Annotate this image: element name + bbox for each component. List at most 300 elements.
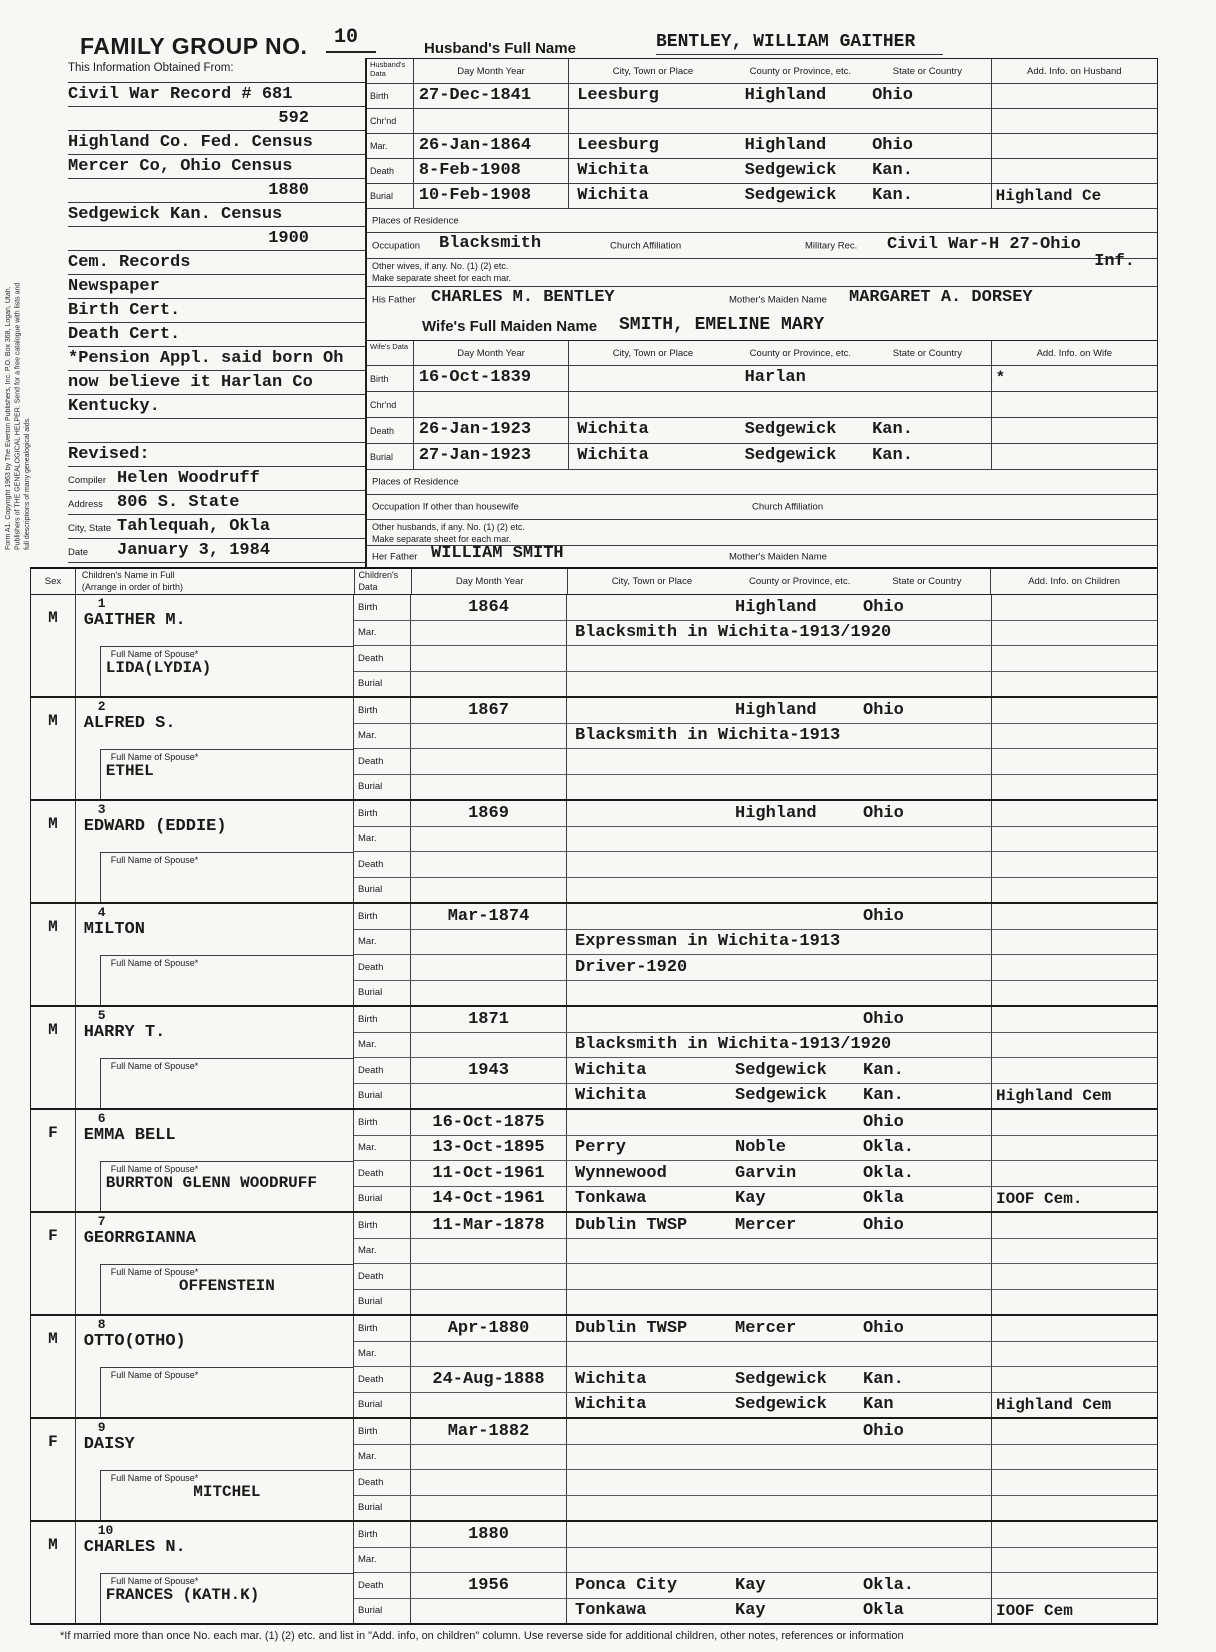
places-of-residence-label: Places of Residence [372,476,459,488]
cell-county: Garvin [735,1163,797,1183]
cell-add-info [991,878,1157,903]
row-label: Birth [354,904,411,929]
cell-add-info [991,1522,1157,1547]
child-marriage-row [354,1033,1157,1059]
cell-state: Ohio [863,597,904,617]
cell-date: Apr-1880 [411,1316,567,1341]
cell-add-info [992,444,1157,469]
cell-add-info [991,955,1157,980]
cell-county: Highland [735,597,817,617]
cell-city: Wichita [575,1369,647,1389]
column-add-info-wife: Add. Info. on Wife [1036,347,1113,359]
cell-add-info [991,775,1157,800]
row-label: Death [354,1161,411,1186]
cell-city: Leesburg [577,136,659,155]
mother-maiden-name-label: Mother's Maiden Name [729,551,827,563]
compiler-label: Compiler [68,475,107,486]
cell-city: Wichita [575,1086,647,1106]
child-sex: M [31,904,76,1005]
cell-date [411,1084,567,1109]
cell-date: 13-Oct-1895 [411,1136,567,1161]
row-label: Burial [354,878,411,903]
source-item: 1880 [68,179,365,203]
cell-county [735,878,863,903]
cell-date: 8-Feb-1908 [414,159,569,183]
cell-date: 11-Oct-1961 [411,1161,567,1186]
child-spouse-box [100,749,353,799]
wife-father-row [367,546,1157,568]
child-sex: M [31,1007,76,1108]
child-birth-row [354,595,1157,621]
child-marriage-row [354,1136,1157,1162]
cell-state [864,392,992,417]
child-record [31,1316,1157,1419]
row-label: Birth [354,1007,411,1032]
cell-add-info [991,981,1157,1006]
cell-state: Kan. [863,1060,904,1080]
cell-county: Sedgewick [735,1086,827,1106]
child-record [31,698,1157,801]
row-label: Burial [367,444,414,469]
cell-state: Kan. [864,418,992,443]
cell-city: Blacksmith in Wichita-1913 [575,726,841,746]
husband-name-label: Husband's Full Name [424,40,576,57]
cell-city [567,981,735,1006]
wife-death-row [367,418,1157,444]
other-husbands-label [372,522,525,545]
child-data-rows [354,1522,1157,1623]
cell-add-info [991,1573,1157,1598]
cell-date [411,672,567,697]
cell-date [411,1290,567,1315]
cell-date: 1943 [411,1058,567,1083]
child-marriage-row [354,1548,1157,1574]
date-label: Date [68,547,89,558]
cell-city [567,1445,735,1470]
child-burial-row [354,1290,1157,1315]
footnote: *If married more than once No. each mar. (1) (2) etc. and list in "Add. info, on children" column. Use reverse side for additional children, other notes, references or information [60,1630,904,1642]
source-item: Highland Co. Fed. Census [68,131,365,155]
child-data-rows [354,904,1157,1005]
child-name-cell [76,1110,354,1211]
cell-date [411,852,567,877]
child-name-cell [76,1316,354,1417]
row-label: Mar. [354,1445,411,1470]
child-name-cell [76,698,354,799]
child-name: GAITHER M. [83,611,186,630]
cell-date [411,1393,567,1418]
date-value: January 3, 1984 [117,541,271,560]
child-name-cell [76,904,354,1005]
row-label: Mar. [354,1548,411,1573]
cell-state [864,366,992,391]
child-record [31,1007,1157,1110]
source-item: now believe it Harlan Co [68,371,365,395]
cell-state: Kan. [864,184,992,208]
cell-add-info [991,646,1157,671]
cell-add-info [992,84,1157,108]
cell-county: Kay [735,1575,766,1595]
cell-county: Kay [735,1189,766,1209]
cell-county [735,1419,863,1444]
child-number: 5 [97,1008,106,1023]
husband-birth-row [367,84,1157,109]
his-father-value: CHARLES M. BENTLEY [431,288,615,307]
child-name-cell [76,595,354,696]
child-birth-row [354,1110,1157,1136]
source-item: Cem. Records [68,251,365,275]
row-label: Mar. [354,621,411,646]
spouse-label: Full Name of Spouse* [110,1267,199,1277]
source-item: *Pension Appl. said born Oh [68,347,365,371]
cell-county: Mercer [735,1215,797,1235]
child-data-rows [354,1007,1157,1108]
mother-maiden-name-label: Mother's Maiden Name [729,294,827,306]
cell-city [567,1470,735,1495]
wife-birth-row [367,366,1157,392]
cell-add-info: * [995,369,1006,387]
cell-county: Highland [735,803,817,823]
column-city: City, Town or Place [611,576,693,587]
child-data-rows [354,1419,1157,1520]
cell-add-info [991,904,1157,929]
source-item: 1900 [68,227,365,251]
cell-county: Sedgewick [744,186,837,205]
child-number: 2 [97,699,106,714]
row-label: Birth [354,595,411,620]
cell-county [735,930,863,955]
cell-add-info [991,1419,1157,1444]
cell-add-info [991,724,1157,749]
cell-date [411,621,567,646]
child-marriage-row [354,621,1157,647]
row-label: Birth [367,366,414,391]
cell-date [411,1033,567,1058]
row-label: Mar. [367,134,414,158]
row-label: Death [354,1367,411,1392]
cell-city: Wichita [577,186,649,205]
cell-date [411,1548,567,1573]
child-sex: M [31,698,76,799]
cell-city [567,1110,735,1135]
child-sex: M [31,595,76,696]
column-county: County or Province, etc. [749,65,852,77]
row-label: Death [354,955,411,980]
child-number: 1 [97,596,106,611]
column-day-month-year: Day Month Year [412,569,568,594]
cell-county: Highland [735,700,817,720]
row-label: Mar. [354,827,411,852]
compiler-value: Helen Woodruff [117,469,260,488]
cell-county [735,1239,863,1264]
cell-state: Kan. [864,444,992,469]
child-spouse-box [100,1367,353,1417]
cell-state [863,1239,991,1264]
row-label: Burial [367,184,414,208]
cell-city: Wichita [577,161,649,180]
address-value: 806 S. State [117,493,240,512]
children-name-line-2: (Arrange in order of birth) [81,581,183,592]
husband-name-value: BENTLEY, WILLIAM GAITHER [656,32,943,55]
cell-add-info [991,1470,1157,1495]
cell-city [569,109,736,133]
child-death-row [354,955,1157,981]
row-label: Death [354,1058,411,1083]
source-item: Sedgewick Kan. Census [68,203,365,227]
cell-add-info: IOOF Cem. [991,1187,1157,1212]
husband-data-table [365,58,1158,312]
cell-county: Noble [735,1138,787,1158]
cell-add-info [991,1290,1157,1315]
spouse-name: BURRTON GLENN WOODRUFF [105,1174,317,1192]
cell-city [567,1264,735,1289]
child-burial-row [354,1187,1157,1212]
cell-add-info: Highland Cem [991,1084,1157,1109]
cell-county [735,672,863,697]
cell-add-info [992,392,1157,417]
cell-county: Mercer [735,1318,797,1338]
child-record [31,1213,1157,1316]
cell-date: 16-Oct-1875 [411,1110,567,1135]
cell-add-info [991,1496,1157,1521]
row-label: Burial [354,1599,411,1624]
row-label: Mar. [354,1033,411,1058]
cell-city [567,595,735,620]
wife-places-row [367,470,1157,495]
column-add-info-children: Add. Info. on Children [1028,576,1121,587]
cell-county [735,1470,863,1495]
cell-add-info [991,1136,1157,1161]
child-record [31,1419,1157,1522]
cell-county [735,775,863,800]
cell-city [567,801,735,826]
cell-county: Harlan [744,368,806,387]
sources-heading: This Information Obtained From: [68,62,365,83]
children-table [30,567,1158,1625]
child-birth-row [354,1007,1157,1033]
child-record [31,1522,1157,1625]
cell-date: Mar-1882 [411,1419,567,1444]
cell-add-info [992,134,1157,158]
cell-state: Ohio [863,1009,904,1029]
cell-city: Wichita [575,1060,647,1080]
cell-city [567,672,735,697]
row-label: Death [354,1264,411,1289]
cell-add-info [991,1264,1157,1289]
cell-state: Ohio [864,134,992,158]
other-wives-label [372,261,511,284]
source-item: Civil War Record # 681 [68,83,365,107]
cell-county [735,827,863,852]
child-burial-row [354,1599,1157,1624]
child-death-row [354,646,1157,672]
child-name-cell [76,1522,354,1623]
cell-city [567,904,735,929]
cell-county [735,1110,863,1135]
cell-city [567,1007,735,1032]
child-marriage-row [354,1445,1157,1471]
row-label: Birth [354,1419,411,1444]
children-rows [31,595,1157,1625]
child-name-cell [76,1213,354,1314]
child-sex: F [31,1110,76,1211]
child-data-rows [354,698,1157,799]
cell-state [863,955,991,980]
column-city: City, Town or Place [612,65,694,77]
cell-date [414,392,569,417]
row-label: Birth [354,698,411,723]
cell-add-info [991,1342,1157,1367]
child-number: 3 [97,802,106,817]
row-label: Birth [354,801,411,826]
cell-city [567,852,735,877]
child-data-rows [354,801,1157,902]
cell-date: 1869 [411,801,567,826]
cell-add-info [991,1213,1157,1238]
child-sex: F [31,1419,76,1520]
cell-date [411,775,567,800]
row-label: Death [354,1470,411,1495]
child-data-rows [354,1213,1157,1314]
child-record [31,1110,1157,1213]
cell-date [411,878,567,903]
wife-other-husbands-row [367,520,1157,546]
cell-county [735,749,863,774]
spouse-label: Full Name of Spouse* [110,752,199,762]
child-death-row [354,1058,1157,1084]
cell-state [863,1522,991,1547]
cell-state [863,621,991,646]
cell-date [411,1470,567,1495]
child-marriage-row [354,724,1157,750]
source-item: Kentucky. [68,395,365,419]
cell-state [864,109,992,133]
cell-date [411,1342,567,1367]
cell-add-info [992,159,1157,183]
cell-state: Ohio [863,700,904,720]
cell-county [735,981,863,1006]
cell-county: Highland [744,136,827,155]
children-name-line-1: Children's Name in Full [81,570,175,581]
husband-father-row [367,287,1157,313]
child-number: 9 [97,1420,106,1435]
cell-state: Ohio [863,1421,904,1441]
occupation-label: Occupation [372,240,421,251]
spouse-name: ETHEL [105,762,154,780]
cell-date [414,109,569,133]
city-state-row [68,515,365,539]
spouse-label: Full Name of Spouse* [110,1164,199,1174]
wife-table-header [367,341,1157,366]
row-label: Death [354,852,411,877]
city-state-value: Tahlequah, Okla [117,517,271,536]
cell-state [863,749,991,774]
child-number: 8 [97,1317,106,1332]
cell-city [567,1522,735,1547]
cell-county [735,1522,863,1547]
other-wives-line-1: Other wives, if any. No. (1) (2) etc. [372,261,509,271]
military-record-value [887,236,1151,270]
mother-maiden-name-value: MARGARET A. DORSEY [849,288,1033,307]
row-label: Birth [367,84,414,108]
child-record [31,595,1157,698]
child-name: EDWARD (EDDIE) [83,817,227,836]
cell-state: Okla [863,1601,904,1621]
cell-county: Sedgewick [735,1395,827,1415]
child-spouse-box [100,1470,353,1520]
cell-city: Leesburg [577,86,659,105]
cell-date: 10-Feb-1908 [414,184,569,208]
cell-add-info [991,621,1157,646]
cell-state: Ohio [863,803,904,823]
cell-add-info [991,801,1157,826]
address-label: Address [68,499,103,510]
column-county: County or Province, etc. [748,576,851,587]
spouse-name: LIDA(LYDIA) [105,659,212,677]
cell-date: 1867 [411,698,567,723]
row-label: Burial [354,1187,411,1212]
cell-add-info: Highland Ce [995,187,1102,205]
row-label: Chr'nd [367,109,414,133]
child-burial-row [354,1496,1157,1521]
cell-city: Perry [575,1138,627,1158]
cell-state [863,930,991,955]
child-name-cell [76,1007,354,1108]
cell-state: Kan [863,1395,894,1415]
cell-county [737,109,865,133]
cell-city [567,749,735,774]
cell-state [863,1290,991,1315]
cell-state: Ohio [863,1215,904,1235]
cell-date [411,646,567,671]
cell-state: Ohio [863,1318,904,1338]
child-birth-row [354,1316,1157,1342]
cell-date: 26-Jan-1923 [414,418,569,443]
cell-city [567,1290,735,1315]
child-sex: F [31,1213,76,1314]
column-city: City, Town or Place [612,347,694,359]
cell-date: 24-Aug-1888 [411,1367,567,1392]
cell-city: Expressman in Wichita-1913 [575,932,841,952]
cell-date: 1864 [411,595,567,620]
husband-marriage-row [367,134,1157,159]
cell-city: Wynnewood [575,1163,667,1183]
child-burial-row [354,1084,1157,1109]
husband-table-header [367,59,1157,84]
cell-county [735,1496,863,1521]
cell-add-info [991,1548,1157,1573]
cell-county: Sedgewick [735,1060,827,1080]
source-item: Revised: [68,443,365,467]
child-spouse-box [100,1573,353,1623]
cell-state [863,1264,991,1289]
cell-add-info [991,1445,1157,1470]
form-number: 10 [326,26,376,53]
row-label: Burial [354,775,411,800]
column-day-month-year: Day Month Year [414,341,569,365]
cell-add-info [991,852,1157,877]
form-title: FAMILY GROUP NO. [80,33,308,59]
cell-add-info [991,1110,1157,1135]
cell-state [863,775,991,800]
column-children-data: Children's Data [355,569,412,594]
child-number: 7 [97,1214,106,1229]
spouse-label: Full Name of Spouse* [110,649,199,659]
cell-county [737,392,865,417]
compiler-row [68,467,365,491]
address-row [68,491,365,515]
child-name: MILTON [83,920,145,939]
